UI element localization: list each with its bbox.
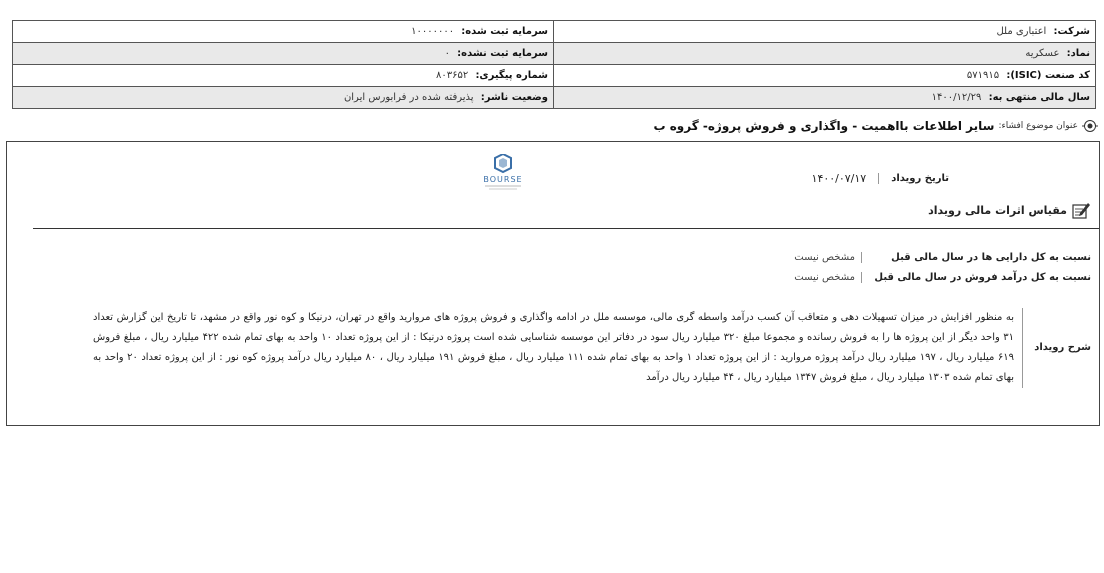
- fiscal-year-cell: [554, 87, 1096, 109]
- symbol-value: عسکریه: [1025, 48, 1060, 59]
- edit-icon: [1071, 200, 1091, 220]
- bourse-logo: [473, 154, 533, 192]
- ratio-sales-label: نسبت به کل درآمد فروش در سال مالی قبل: [861, 272, 1091, 283]
- registered-capital-value: ۱۰۰۰۰۰۰۰: [411, 26, 455, 37]
- event-panel: [6, 141, 1100, 426]
- logo-text: BOURSE: [483, 175, 523, 184]
- company-info-table: [12, 20, 1096, 109]
- ratio-sales-row: [794, 268, 1091, 286]
- symbol-label: نماد:: [1066, 48, 1090, 59]
- ratio-assets-label: نسبت به کل دارایی ها در سال مالی قبل: [861, 252, 1091, 263]
- disclosure-subject: [498, 117, 1098, 135]
- event-description-label: شرح رویداد: [1034, 342, 1091, 353]
- section-divider: [33, 228, 1099, 229]
- unregistered-capital-value: ۰: [444, 48, 450, 59]
- fiscal-year-label: سال مالی منتهی به:: [988, 92, 1090, 103]
- publisher-status-cell: [13, 87, 554, 109]
- info-row-company: [13, 21, 1096, 43]
- tracking-number-label: شماره پیگیری:: [475, 70, 548, 81]
- subject-label: عنوان موضوع افشاء:: [998, 121, 1078, 131]
- isic-value: ۵۷۱۹۱۵: [966, 70, 1000, 81]
- event-description-row: [85, 308, 1091, 388]
- ratio-assets-value: مشخص نیست: [794, 251, 855, 263]
- info-row-symbol: [13, 43, 1096, 65]
- event-date-label: تاریخ رویداد: [878, 173, 949, 184]
- event-date-value: ۱۴۰۰/۰۷/۱۷: [811, 172, 867, 185]
- event-description-text: به منظور افزایش در میزان تسهیلات دهی و متعاقب آن کسب درآمد واسطه گری مالی، موسسه ملل در ادامه واگذاری و فروش پروژه های مروارید واقع در تهران، درنیکا و کوه نور واقع در مشهد، تا تاریخ این گزارش تعداد ۳۱ واحد دیگر از این پروژه ها را به فروش رسانده و مجموعا مبلغ ۳۲۰ میلیارد ریال سود در دفاتر این موسسه شناسایی شده است پروژه درنیکا : از این پروژه تعداد ۱۰ واحد به بهای تمام شده ۴۲۲ میلیارد ریال ، مبلغ فروش ۶۱۹ میلیارد ریال ، ۱۹۷ میلیارد ریال درآمد پروژه مروارید : از این پروژه تعداد ۱ واحد به بهای تمام شده ۱۱۱ میلیارد ریال ، مبلغ فروش ۱۹۱ میلیارد ریال ، ۸۰ میلیارد ریال درآمد پروژه کوه نور : از این پروژه تعداد ۲۰ واحد به بهای تمام شده ۱۳۰۳ میلیارد ریال ، مبلغ فروش ۱۳۴۷ میلیارد ریال ، ۴۴ میلیارد ریال درآمد: [93, 308, 1023, 388]
- ratio-assets-row: [794, 248, 1091, 266]
- symbol-cell: [554, 43, 1096, 65]
- subject-title: سایر اطلاعات بااهمیت - واگذاری و فروش پروژه- گروه ب: [653, 119, 995, 133]
- company-value: اعتباری ملل: [996, 26, 1047, 37]
- info-row-fiscal-year: [13, 87, 1096, 109]
- info-row-isic: [13, 65, 1096, 87]
- ratio-sales-value: مشخص نیست: [794, 271, 855, 283]
- unregistered-capital-cell: [13, 43, 554, 65]
- publisher-status-value: پذیرفته شده در فرابورس ایران: [343, 92, 474, 103]
- tracking-number-cell: [13, 65, 554, 87]
- isic-cell: [554, 65, 1096, 87]
- company-name-cell: [554, 21, 1096, 43]
- company-label: شرکت:: [1053, 26, 1090, 37]
- fiscal-year-value: ۱۴۰۰/۱۲/۲۹: [931, 92, 982, 103]
- section-title-text: مقیاس اثرات مالی رویداد: [928, 203, 1067, 217]
- registered-capital-label: سرمایه ثبت شده:: [461, 26, 548, 37]
- target-icon: [1082, 118, 1098, 134]
- tracking-number-value: ۸۰۳۶۵۲: [436, 70, 469, 81]
- registered-capital-cell: [13, 21, 554, 43]
- isic-label: کد صنعت (ISIC):: [1006, 70, 1090, 81]
- financial-impact-title: [928, 200, 1091, 220]
- unregistered-capital-label: سرمایه ثبت نشده:: [457, 48, 548, 59]
- publisher-status-label: وضعیت ناشر:: [480, 92, 548, 103]
- event-date-row: [794, 172, 949, 185]
